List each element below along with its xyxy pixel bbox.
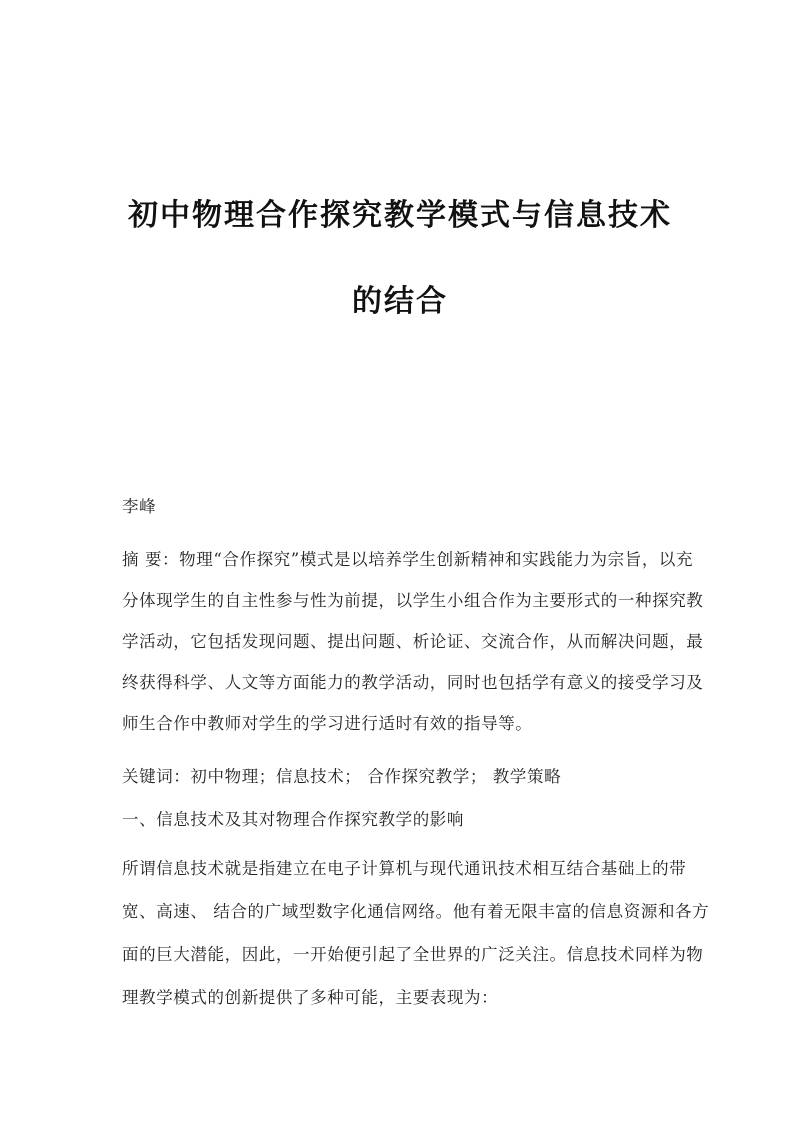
- abstract-line: 摘 要：物理“合作探究”模式是以培养学生创新精神和实践能力为宗旨，以充: [122, 550, 694, 569]
- body-line: 所谓信息技术就是指建立在电子计算机与现代通讯技术相互结合基础上的带: [122, 859, 687, 878]
- body-line: 理教学模式的创新提供了多种可能，主要表现为：: [122, 988, 499, 1007]
- author-name: 李峰: [122, 497, 157, 516]
- keywords-line: 关键词：初中物理；信息技术； 合作探究教学； 教学策略: [122, 767, 562, 786]
- section-heading: 一、信息技术及其对物理合作探究教学的影响: [122, 810, 464, 829]
- abstract-line: 师生合作中教师对学生的学习进行适时有效的指导等。: [122, 714, 533, 733]
- abstract-line: 分体现学生的自主性参与性为前提，以学生小组合作为主要形式的一种探究教: [122, 591, 704, 610]
- abstract-line: 终获得科学、人文等方面能力的教学活动，同时也包括学有意义的接受学习及: [122, 673, 704, 692]
- body-line: 面的巨大潜能，因此，一开始便引起了全世界的广泛关注。信息技术同样为物: [122, 945, 704, 964]
- body-line: 宽、高速、 结合的广域型数字化通信网络。他有着无限丰富的信息资源和各方: [122, 902, 710, 921]
- abstract-line: 学活动，它包括发现问题、提出问题、析论证、交流合作，从而解决问题，最: [122, 632, 704, 651]
- document-title-line-1: 初中物理合作探究教学模式与信息技术: [128, 198, 672, 233]
- document-title-line-2: 的结合: [352, 284, 448, 319]
